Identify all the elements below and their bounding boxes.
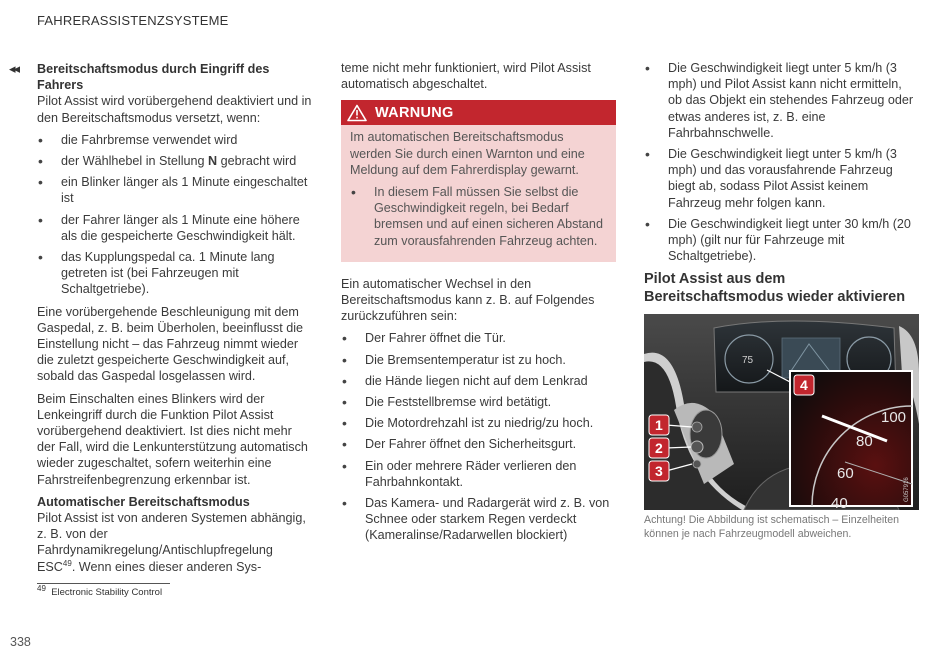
list-item: • Der Fahrer öffnet die Tür. [341,330,616,346]
list-item: • das Kupplungspedal ca. 1 Minute lang getreten ist (bei Fahrzeugen mit Schaltgetriebe). [37,249,312,298]
list-item: • der Wählhebel in Stellung N gebracht wird [37,153,312,169]
heading-reactivate: Pilot Assist aus dem Bereitschaftsmodus wieder aktivieren [644,271,906,306]
warning-box [341,100,616,261]
gauge-label-80: 80 [856,433,873,451]
callout-4: 4 [800,377,808,394]
intro-paragraph: Pilot Assist wird vorübergehend deaktiviert und in den Bereitschaftsmodus versetzt, wenn: [37,94,312,125]
page-number: 338 [10,635,31,649]
section-header: FAHRERASSISTENZSYSTEME [37,13,229,28]
warning-bullet: • In diesem Fall müssen Sie selbst die Geschwindigkeit regeln, bei Bedarf bremsen und auf einen sicheren Abstand zum vorausfahrenden Fahrzeug achten. [350,184,607,249]
display-speed: 75 [742,355,754,367]
column-3 [644,60,919,541]
speed-conditions-list [644,60,919,264]
list-item: • Die Geschwindigkeit liegt unter 30 km/h (20 mph) (gilt nur für Fahrzeuge mit Schaltgetriebe). [644,216,919,265]
callout-1: 1 [655,417,663,434]
list-item: • ein Blinker länger als 1 Minute eingeschaltet ist [37,174,312,206]
footnote: $^{49}$ Electronic Stability Control [37,583,163,598]
list-item: • Die Bremsentemperatur ist zu hoch. [341,352,616,368]
paragraph-blinker: Beim Einschalten eines Blinkers wird der Lenkeingriff durch die Funktion Pilot Assist vorübergehend deaktiviert. Ist dies nicht mehr der Fall, wird die Lenkunterstützung automatisch wieder zugeschaltet, sofern weiterhin eine Fahrstreifenbegrenzung erkennbar ist. [37,391,308,487]
column-2 [341,60,616,550]
standby-intro: Ein automatischer Wechsel in den Bereitschaftsmodus kann z. B. auf Folgendes zurückzuführen sein: [341,276,595,324]
paragraph-acceleration: Eine vorübergehende Beschleunigung mit dem Gaspedal, z. B. beim Überholen, beeinflusst die Einstellung nicht – das Fahrzeug nimmt wieder die zuletzt gespeicherte Geschwindigkeit auf, sobald das Gaspedal losgelassen wird. [37,304,304,384]
column-1 [37,61,312,575]
gauge-label-40: 40 [831,495,848,511]
footnote-divider [37,583,170,584]
list-item: • Die Geschwindigkeit liegt unter 5 km/h (3 mph) und das vorausfahrende Fahrzeug biegt ab, sodass Pilot Assist keinem Fahrzeug mehr folgen kann. [644,146,919,211]
standby-causes-list [341,330,616,543]
warning-header: WARNUNG [341,100,616,125]
back-arrows-icon[interactable]: ◂◂ [9,61,19,76]
list-item: • die Hände liegen nicht auf dem Lenkrad [341,373,616,389]
steering-wheel-figure [644,314,919,510]
heading-driver-intervention: Bereitschaftsmodus durch Eingriff des Fahrers [37,62,270,93]
warning-text: Im automatischen Bereitschaftsmodus werden Sie durch einen Warnton und eine Meldung auf dem Fahrerdisplay gewarnt. [350,130,585,177]
gauge-label-60: 60 [837,465,854,483]
warning-triangle-icon [347,104,367,122]
list-item: • Ein oder mehrere Räder verlieren den Fahrbahnkontakt. [341,458,616,490]
list-item: • Der Fahrer öffnet den Sicherheitsgurt. [341,436,616,452]
deactivation-list [37,132,312,298]
figure-caption: Achtung! Die Abbildung ist schematisch – Einzelheiten können je nach Fahrzeugmodell abweichen. [644,514,899,540]
callout-2: 2 [655,440,663,457]
list-item: • Die Geschwindigkeit liegt unter 5 km/h (3 mph) und Pilot Assist kann nicht ermitteln, ob das Objekt ein stehendes Fahrzeug oder etwas anderes ist, z. B. eine Fahrbahnschwelle. [644,60,919,141]
figure-code: G057916 [904,477,910,503]
footnote-ref[interactable]: 49 [62,558,72,568]
continued-paragraph: teme nicht mehr funktioniert, wird Pilot Assist automatisch abgeschaltet. [341,61,591,92]
callout-3: 3 [655,463,663,480]
list-item: • Die Motordrehzahl ist zu niedrig/zu hoch. [341,415,616,431]
list-item: • Die Feststellbremse wird betätigt. [341,394,616,410]
gauge-label-100: 100 [881,409,907,427]
list-item: • Das Kamera- und Radargerät wird z. B. von Schnee oder starkem Regen verdeckt (Kameralinse/Radarwellen blockiert) [341,495,616,544]
list-item: • die Fahrbremse verwendet wird [37,132,312,148]
list-item: • der Fahrer länger als 1 Minute eine höhere als die gespeicherte Geschwindigkeit hält. [37,212,312,244]
paragraph-dependency: Pilot Assist ist von anderen Systemen abhängig, z. B. von der Fahrdynamikregelung/Antischlupfregelung ESC$^{49}$. Wenn eines dieser anderen Sys- [37,511,306,574]
heading-automatic-standby: Automatischer Bereitschaftsmodus [37,494,250,509]
